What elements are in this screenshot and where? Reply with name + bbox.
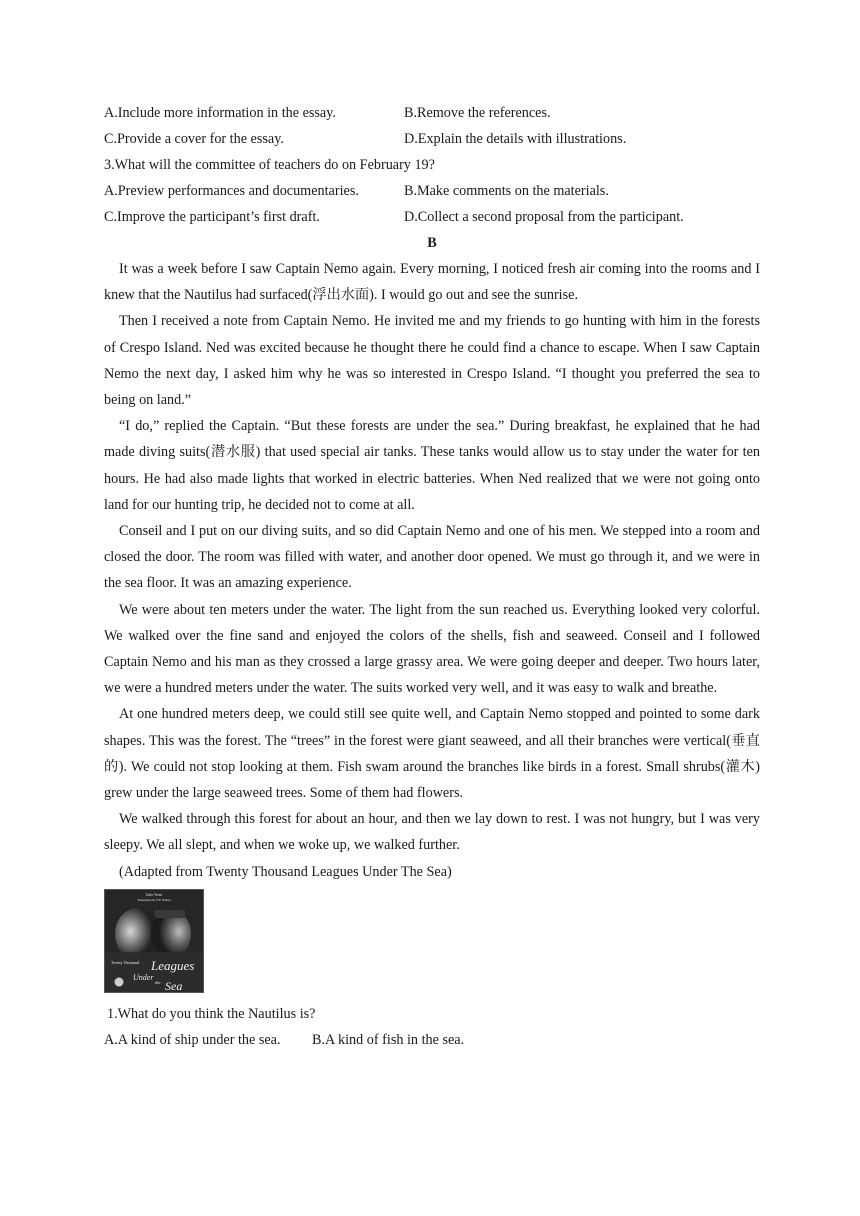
passage-paragraph-1: It was a week before I saw Captain Nemo again. Every morning, I noticed fresh air coming into the rooms and I knew that the Nautilus had surfaced(浮出水面). I would go out and see the sunrise. — [104, 261, 760, 304]
q2-option-c[interactable]: C.Provide a cover for the essay. — [104, 131, 284, 147]
passage-paragraph-7: We walked through this forest for about an hour, and then we lay down to rest. I was not hungry, but I was very sleepy. We all slept, and when we woke up, we walked further. — [104, 811, 760, 854]
q2-option-b[interactable]: B.Remove the references. — [404, 105, 551, 121]
passage-paragraph-5: We were about ten meters under the water. The light from the sun reached us. Everything looked very colorful. We walked over the fine sand and enjoyed the colors of the shells, fish and seaweed. Conseil and I followed Captain Nemo and his man as they crossed a large grassy area. We were going deeper and deeper. Two hours later, we were a hundred meters under the water. The suits worked very well, and it was easy to walk and breathe. — [104, 601, 760, 697]
passage-paragraph-2: Then I received a note from Captain Nemo. He invited me and my friends to go hunting with him in the forests of Crespo Island. Ned was excited because he thought there he could find a chance to escape. When I saw Captain Nemo the next day, I asked him why he was so interested in Crespo Island. “I thought you preferred the sea to being on land.” — [104, 313, 760, 409]
q3-options-row-2 — [104, 204, 760, 230]
q1-option-a[interactable]: A.A kind of ship under the sea. — [104, 1031, 281, 1048]
q2-options-row-1 — [104, 100, 760, 126]
q3-options-row-1 — [104, 178, 760, 204]
cover-title-the: the — [155, 979, 161, 985]
passage-paragraph-3: “I do,” replied the Captain. “But these forests are under the sea.” During breakfast, he explained that he had made diving suits(潜水服) that used special air tanks. These tanks would allow us to stay under the water for ten hours. He had also made lights that worked in electric batteries. When Ned realized that we were not going onto land for our hunting trip, he decided not to come at all. — [104, 418, 760, 513]
seal-icon — [115, 977, 124, 986]
q2-option-d[interactable]: D.Explain the details with illustrations. — [404, 131, 627, 147]
q3-option-d[interactable]: D.Collect a second proposal from the participant. — [404, 209, 684, 225]
passage-source: (Adapted from Twenty Thousand Leagues Under The Sea) — [119, 863, 452, 880]
cover-translator: Translated by F.P. Walter — [137, 897, 171, 902]
passage-paragraph-6: At one hundred meters deep, we could still see quite well, and Captain Nemo stopped and pointed to some dark shapes. This was the forest. The “trees” in the forest were giant seaweed, and all their branches were vertical(垂直的). We could not stop looking at them. Fish swam around the branches like birds in a forest. Small shrubs(灌木) grew under the large seaweed trees. Some of them had flowers. — [104, 706, 760, 802]
q1-options-row — [104, 1027, 760, 1053]
q3-option-b[interactable]: B.Make comments on the materials. — [404, 183, 609, 199]
book-cover-image — [104, 889, 204, 993]
q2-option-a[interactable]: A.Include more information in the essay. — [104, 105, 336, 121]
q3-option-c[interactable]: C.Improve the participant’s first draft. — [104, 209, 320, 225]
cover-title-sea: Sea — [165, 978, 183, 992]
q1-question: 1.What do you think the Nautilus is? — [107, 1005, 316, 1022]
section-heading: B — [427, 235, 437, 251]
q3-option-a[interactable]: A.Preview performances and documentaries. — [104, 183, 359, 199]
q2-options-row-2 — [104, 126, 760, 152]
cover-author: Jules Verne — [145, 892, 163, 897]
document-page — [104, 100, 760, 1053]
cover-title-large: Leagues — [151, 957, 195, 973]
q1-option-b[interactable]: B.A kind of fish in the sea. — [312, 1031, 465, 1048]
cover-title-small: Twenty Thousand — [111, 959, 140, 965]
q3-question: 3.What will the committee of teachers do on February 19? — [104, 157, 435, 173]
cover-title-under: Under — [133, 972, 154, 982]
passage-paragraph-4: Conseil and I put on our diving suits, and so did Captain Nemo and one of his men. We stepped into a room and closed the door. The room was filled with water, and another door opened. We must go through it, and we were in the sea floor. It was an amazing experience. — [104, 523, 760, 592]
